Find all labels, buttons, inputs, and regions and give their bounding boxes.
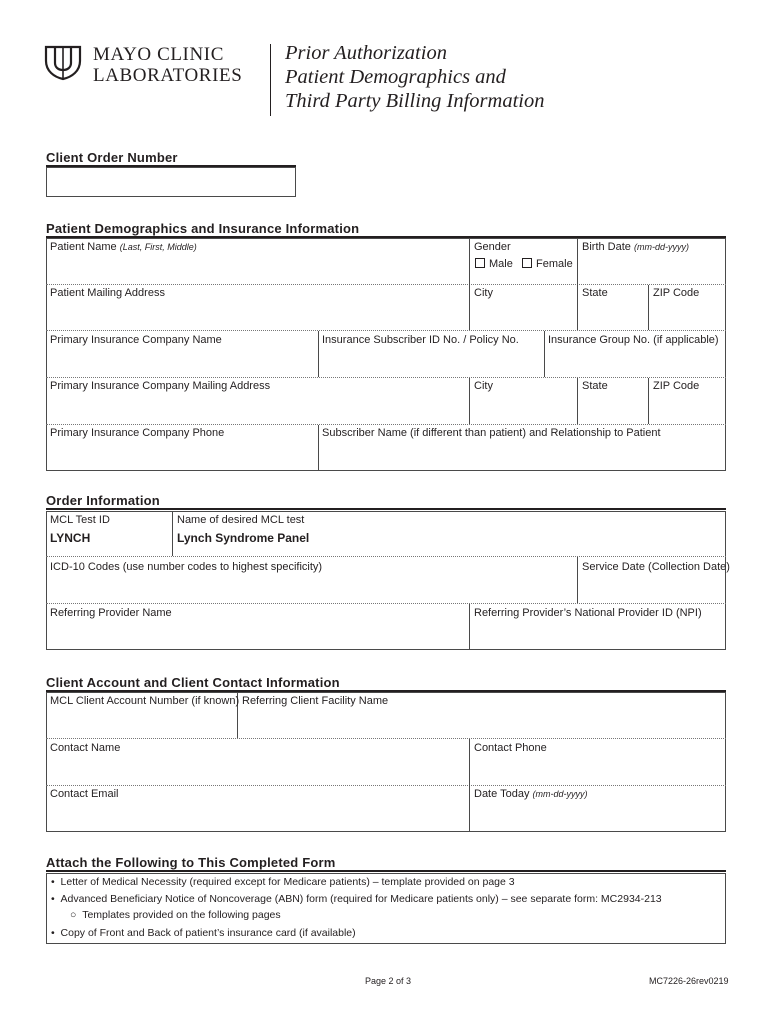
attach-item-text: Letter of Medical Necessity (required except for Medicare patients) – template provided on page 3 (60, 876, 515, 888)
date-today-label: Date Today (474, 788, 530, 800)
male-label: Male (489, 258, 513, 270)
form-code: MC7226-26rev0219 (649, 976, 729, 986)
attach-item: • Advanced Beneficiary Notice of Noncoverage (ABN) form (required for Medicare patients only) – see separate form: MC2934-213 (51, 893, 662, 905)
facility-name-field[interactable]: Referring Client Facility Name (242, 695, 389, 707)
client-order-number-field[interactable] (46, 167, 296, 197)
section-rule (46, 508, 726, 510)
insurance-address-field[interactable]: Primary Insurance Company Mailing Address (50, 380, 271, 392)
col-divider (469, 378, 470, 424)
attach-item-text: Advanced Beneficiary Notice of Noncoverage (ABN) form (required for Medicare patients only) – see separate form: MC2934-213 (60, 893, 662, 905)
birth-date-field[interactable] (582, 241, 689, 254)
row-divider (46, 377, 726, 378)
row-divider (46, 424, 726, 425)
attach-heading: Attach the Following to This Completed Form (46, 855, 336, 870)
col-divider (318, 425, 319, 471)
col-divider (648, 378, 649, 424)
date-today-hint: (mm-dd-yyyy) (532, 789, 588, 799)
row-divider (46, 556, 726, 557)
col-divider (469, 238, 470, 330)
row-divider (46, 284, 726, 285)
provider-npi-field[interactable]: Referring Provider’s National Provider ID (NPI) (474, 607, 702, 619)
logo-line-2: LABORATORIES (93, 65, 243, 86)
attach-subitem-text: Templates provided on the following pages (82, 909, 281, 921)
col-divider (172, 511, 173, 556)
insurance-zip-field[interactable]: ZIP Code (653, 380, 700, 392)
test-id-label: MCL Test ID (50, 514, 110, 526)
group-number-field[interactable]: Insurance Group No. (if applicable) (548, 334, 719, 346)
col-divider (577, 557, 578, 603)
contact-email-field[interactable]: Contact Email (50, 788, 119, 800)
row-divider (46, 603, 726, 604)
order-table (46, 511, 726, 650)
zip-field[interactable]: ZIP Code (653, 287, 700, 299)
birth-date-hint: (mm-dd-yyyy) (633, 242, 689, 252)
attach-item: • Letter of Medical Necessity (required except for Medicare patients) – template provided on page 3 (51, 876, 515, 888)
mayo-shield-logo-icon (44, 45, 82, 81)
city-field[interactable]: City (474, 287, 493, 299)
attach-subitem: ○ Templates provided on the following pages (70, 909, 281, 921)
subscriber-id-field[interactable]: Insurance Subscriber ID No. / Policy No. (322, 334, 519, 346)
attach-item-text: Copy of Front and Back of patient’s insurance card (if available) (60, 927, 356, 939)
client-table (46, 692, 726, 832)
female-checkbox[interactable] (522, 258, 532, 268)
attach-item: • Copy of Front and Back of patient’s insurance card (if available) (51, 927, 356, 939)
col-divider (648, 285, 649, 330)
col-divider (469, 604, 470, 650)
service-date-field[interactable]: Service Date (Collection Date) (582, 561, 730, 573)
client-heading: Client Account and Client Contact Information (46, 675, 340, 690)
birth-date-label: Birth Date (582, 241, 631, 253)
row-divider (46, 738, 726, 739)
contact-name-field[interactable]: Contact Name (50, 742, 121, 754)
section-rule (46, 870, 726, 872)
col-divider (469, 739, 470, 832)
order-heading: Order Information (46, 493, 160, 508)
title-line-3: Third Party Billing Information (285, 90, 545, 112)
col-divider (318, 331, 319, 377)
test-id-value[interactable]: LYNCH (50, 531, 91, 545)
logo-line-1: MAYO CLINIC (93, 44, 224, 65)
page-number: Page 2 of 3 (365, 976, 412, 986)
title-line-1: Prior Authorization (285, 42, 447, 64)
client-order-heading: Client Order Number (46, 150, 178, 165)
col-divider (577, 238, 578, 330)
test-name-label: Name of desired MCL test (177, 514, 305, 526)
row-divider (46, 330, 726, 331)
demographics-heading: Patient Demographics and Insurance Information (46, 221, 360, 236)
col-divider (544, 331, 545, 377)
mailing-address-field[interactable]: Patient Mailing Address (50, 287, 165, 299)
contact-phone-field[interactable]: Contact Phone (474, 742, 547, 754)
logo-wordmark (93, 44, 242, 86)
patient-name-hint: (Last, First, Middle) (119, 242, 197, 252)
gender-label: Gender (474, 241, 511, 253)
insurance-city-field[interactable]: City (474, 380, 493, 392)
patient-name-field[interactable] (50, 241, 197, 254)
title-line-2: Patient Demographics and (285, 66, 506, 88)
row-divider (46, 785, 726, 786)
state-field[interactable]: State (582, 287, 608, 299)
header-divider (270, 44, 271, 116)
document-title (285, 41, 544, 113)
insurance-state-field[interactable]: State (582, 380, 608, 392)
patient-name-label: Patient Name (50, 241, 117, 253)
gender-options (475, 258, 573, 271)
provider-name-field[interactable]: Referring Provider Name (50, 607, 172, 619)
female-label: Female (536, 258, 573, 270)
subscriber-name-field[interactable]: Subscriber Name (if different than patient) and Relationship to Patient (322, 427, 661, 439)
test-name-value[interactable]: Lynch Syndrome Panel (177, 531, 310, 545)
male-checkbox[interactable] (475, 258, 485, 268)
icd-codes-field[interactable]: ICD-10 Codes (use number codes to highest specificity) (50, 561, 323, 573)
insurance-phone-field[interactable]: Primary Insurance Company Phone (50, 427, 225, 439)
col-divider (577, 378, 578, 424)
account-number-field[interactable]: MCL Client Account Number (if known) (50, 695, 240, 707)
date-today-field[interactable] (474, 788, 588, 801)
insurance-company-field[interactable]: Primary Insurance Company Name (50, 334, 222, 346)
